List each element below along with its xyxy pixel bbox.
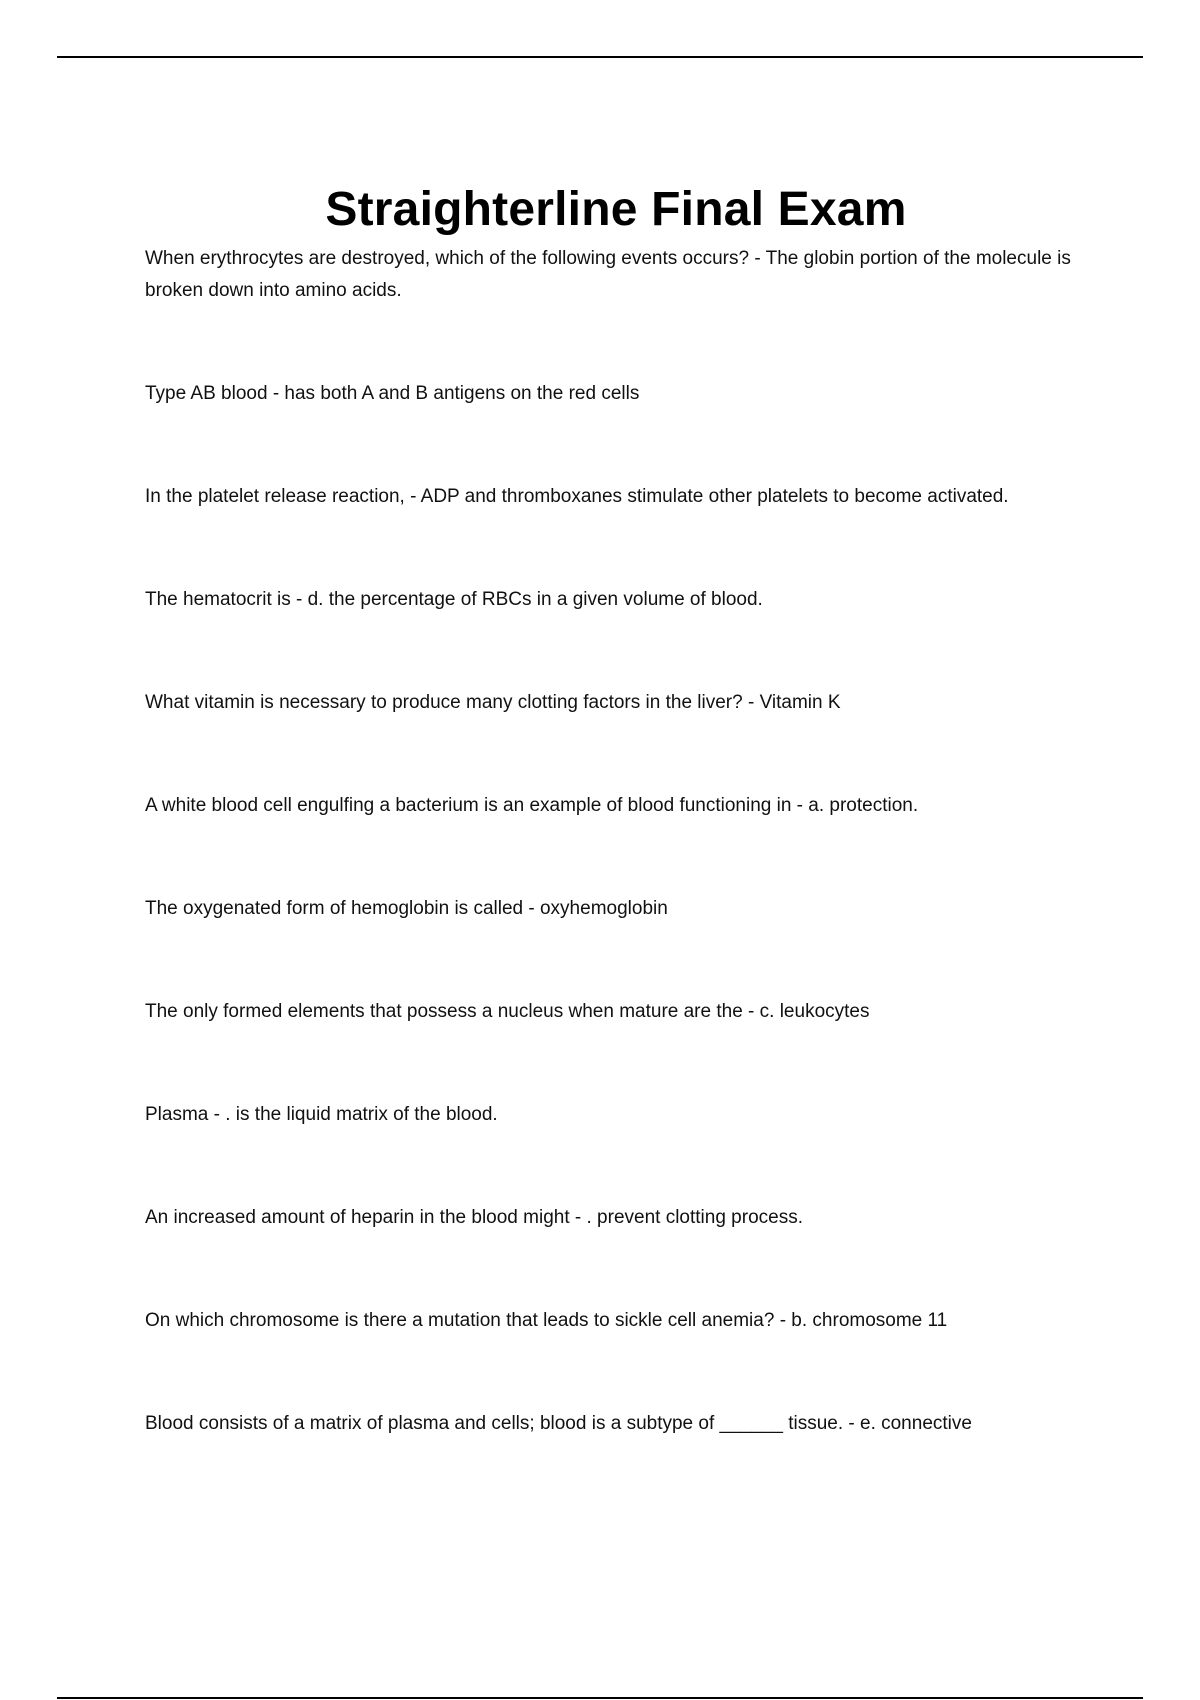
qa-item-7: The oxygenated form of hemoglobin is called - oxyhemoglobin [145, 898, 668, 919]
qa-item-5: What vitamin is necessary to produce many clotting factors in the liver? - Vitamin K [145, 692, 841, 713]
qa-item-1: When erythrocytes are destroyed, which of the following events occurs? - The globin portion of the molecule is broken down into amino acids. [145, 248, 1071, 301]
qa-item-11: On which chromosome is there a mutation that leads to sickle cell anemia? - b. chromosome 11 [145, 1310, 948, 1331]
qa-item-8: The only formed elements that possess a nucleus when mature are the - c. leukocytes [145, 1001, 870, 1022]
qa-item-3: In the platelet release reaction, - ADP and thromboxanes stimulate other platelets to become activated. [145, 486, 1009, 507]
bottom-divider [57, 1697, 1143, 1699]
qa-item-9: Plasma - . is the liquid matrix of the blood. [145, 1104, 498, 1125]
question-answer-list [145, 243, 1085, 1511]
top-divider [57, 56, 1143, 58]
qa-item-4: The hematocrit is - d. the percentage of RBCs in a given volume of blood. [145, 589, 763, 610]
qa-item-2: Type AB blood - has both A and B antigens on the red cells [145, 383, 640, 404]
page-title: Straighterline Final Exam [325, 183, 907, 237]
qa-item-12: Blood consists of a matrix of plasma and cells; blood is a subtype of ______ tissue. - e. connective [145, 1413, 972, 1434]
qa-item-10: An increased amount of heparin in the blood might - . prevent clotting process. [145, 1207, 803, 1228]
qa-item-6: A white blood cell engulfing a bacterium is an example of blood functioning in - a. protection. [145, 795, 919, 816]
